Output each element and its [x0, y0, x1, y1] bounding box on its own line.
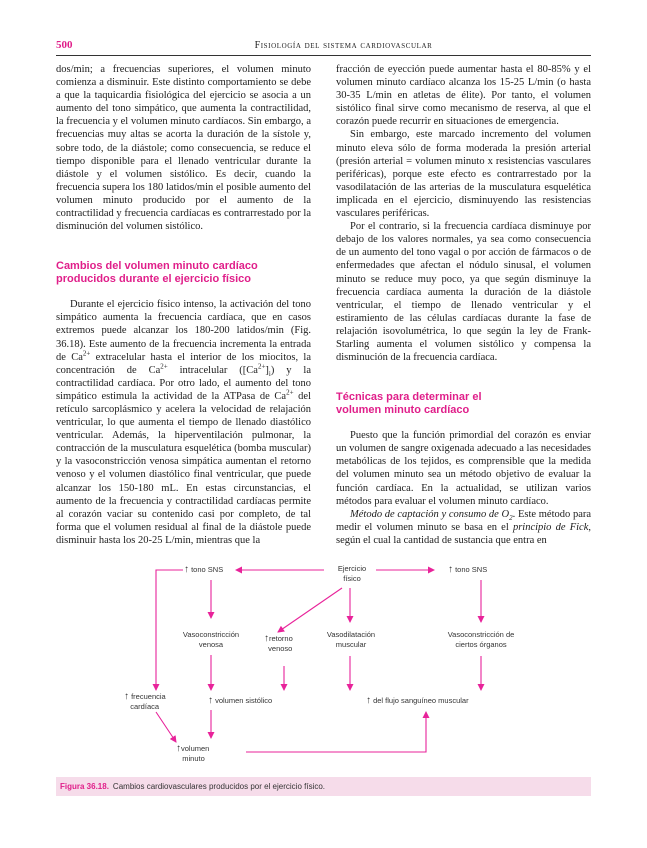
- heading-line: volumen minuto cardíaco: [336, 403, 470, 416]
- page-number: 500: [56, 39, 73, 51]
- running-title: Fisiología del sistema cardiovascular: [254, 40, 433, 51]
- paragraph: fracción de eyección puede aumentar hasta el 80-85% y el volumen minuto cardíaco alcanza los 15-25 L/min (o hasta 30-35 L/min en atletas de élite). Por tanto, el volumen sistólico final sirve como mecanismo de reserva, al que el corazón puede recurrir en situaciones de emergencia.: [336, 64, 591, 128]
- node-ejercicio: Ejercicio físico: [337, 564, 367, 583]
- node-frecuencia-cardiaca: ↑ frecuencia cardíaca: [124, 691, 166, 711]
- left-column: [56, 63, 311, 547]
- up-arrow-icon: ↑: [366, 695, 371, 706]
- caption-text: Cambios cardiovasculares producidos por el ejercicio físico.: [112, 782, 326, 791]
- figure-caption: [56, 777, 591, 796]
- section-heading: [56, 260, 311, 285]
- node-volumen-sistolico: ↑ volumen sistólico: [208, 695, 273, 706]
- node-retorno-venoso: ↑retorno venoso: [264, 633, 293, 653]
- header-divider: [56, 55, 591, 56]
- node-volumen-minuto: ↑volumen minuto: [176, 743, 210, 763]
- up-arrow-icon: ↑: [176, 743, 181, 754]
- figure-label: Figura 36.18.: [60, 782, 109, 791]
- paragraph: Durante el ejercicio físico intenso, la activación del tono simpático aumenta la frecuencia cardíaca, que en casos extremos puede alcanzar los 180-200 latidos/min (Fig. 36.18). Este aumento de la frecuencia incrementa la entrada de $Ca^{2+}$ extracelular hasta el interior de los miocitos, la concentración de $Ca^{2+}$ intracelular $([Ca^{2+}]_i)$ y la contractilidad cardíaca. Por otro lado, el aumento del tono simpático estimula la actividad de la ATPasa de $Ca^{2+}$ del retículo sarcoplásmico y acelera la velocidad de relajación ventricular, lo que aumenta el tiempo de llenado diastólico ventricular. Además, la hiperventilación pulmonar, la contracción de la musculatura esquelética (bomba muscular) y la vasoconstricción venosa simpática aumentan el retorno venoso y el volumen diastólico final ventricular, que puede alcanzar los 150-180 mL. En estas circunstancias, el aumento de la frecuencia y contractilidad cardíacas permite al corazón vaciar su contenido casi por completo, de tal forma que el volumen residual al final de la diástole puede disminuir hasta los 20-25 L/min, mientras que la: [56, 299, 312, 546]
- paragraph: dos/min; a frecuencias superiores, el volumen minuto comienza a disminuir. Este distinto comportamiento se debe a que la taquicardia fisiológica del ejercicio se asocia a un aumento del tono simpático, que aumenta la contractilidad, la frecuencia y el volumen minuto cardíacos. Sin embargo, a frecuencias muy altas se acorta la duración de la sístole y, sobre todo, de la diástole; como consecuencia, se reduce el tiempo disponible para el llenado ventricular durante la diástole y el volumen sistólico. Es decir, cuando la frecuencia supera los 180 latidos/min el posible aumento del volumen minuto producido por el aumento de la contractilidad y frecuencia cardíacas es contrarrestado por la disminución del volumen sistólico.: [56, 64, 311, 233]
- node-vasoconstriccion-venosa: Vasoconstricción venosa: [182, 630, 240, 649]
- up-arrow-icon: ↑: [208, 695, 213, 706]
- arrow-ejercicio-to-return: [278, 588, 342, 632]
- node-flujo-muscular: ↑ del flujo sanguíneo muscular: [366, 695, 469, 706]
- figure-diagram: [56, 560, 591, 770]
- node-vasoconstriccion-organos: Vasoconstricción de ciertos órganos: [447, 630, 515, 649]
- section-heading: [336, 391, 591, 416]
- paragraph: Por el contrario, si la frecuencia cardíaca disminuye por debajo de los valores normales, ya sea como consecuencia de un aumento del tono vagal o por acción de fármacos o de enfermedades que afectan el nódulo sinusal, el volumen minuto se reduce muy poco, ya que según disminuye la frecuencia cardíaca aumenta la duración de la diástole ventricular, el tiempo de llenado ventricular y el estiramiento de las células cardíacas durante la fase de relajación isovolumétrica, lo que según la ley de Frank-Starling aumenta el volumen sistólico y compensa la disminución de la frecuencia cardíaca.: [336, 221, 591, 364]
- paragraph: Sin embargo, este marcado incremento del volumen minuto eleva sólo de forma moderada la presión arterial (presión arterial = volumen minuto x resistencias vasculares periféricas), porque este efecto es contrarrestado por la vasodilatación de las arterias de la musculatura esquelética implicada en el ejercicio, disminuyendo las resistencias vasculares periféricas.: [336, 129, 591, 220]
- paragraph: Método de captación y consumo de $O_2$. Este método para medir el volumen minuto se basa en el principio de Fick, según el cual la cantidad de sustancia que entra en: [336, 508, 592, 546]
- heading-line: Cambios del volumen minuto cardíaco: [56, 260, 258, 273]
- up-arrow-icon: ↑: [184, 564, 189, 575]
- up-arrow-icon: ↑: [448, 564, 453, 575]
- arrow-output-to-flow: [246, 712, 426, 752]
- right-column: [336, 63, 591, 547]
- up-arrow-icon: ↑: [264, 633, 269, 644]
- paragraph: Puesto que la función primordial del corazón es enviar un volumen de sangre oxigenada adecuado a las necesidades metabólicas de los tejidos, es comprensible que la medida del volumen minuto sea un método objetivo de evaluar la función cardíaca. En la actualidad, se utilizan varios métodos para evaluar el volumen minuto cardíaco.: [336, 430, 591, 507]
- flow-arrows: [56, 560, 591, 770]
- heading-line: Técnicas para determinar el: [336, 391, 482, 404]
- page-header: [56, 39, 591, 55]
- node-tono-sns-right: ↑ tono SNS: [448, 564, 488, 575]
- node-vasodilatacion: Vasodilatación muscular: [326, 630, 376, 649]
- heading-line: producidos durante el ejercicio físico: [56, 272, 251, 285]
- arrow-frequency-to-output: [156, 712, 176, 742]
- node-tono-sns-left: ↑ tono SNS: [184, 564, 224, 575]
- up-arrow-icon: ↑: [124, 691, 129, 702]
